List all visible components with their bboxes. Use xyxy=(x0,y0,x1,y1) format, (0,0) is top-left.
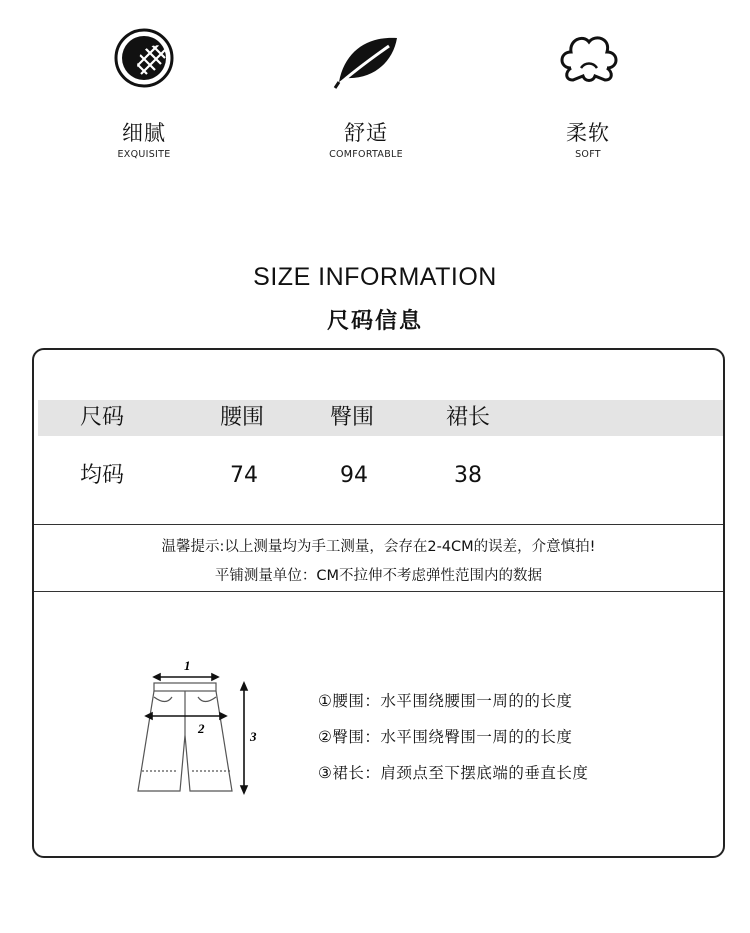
cell-waist: 74 xyxy=(230,463,258,488)
weave-circle-icon xyxy=(109,28,179,92)
feature-title-en: EXQUISITE xyxy=(117,149,171,160)
feature-title-cn: 柔软 xyxy=(566,121,610,145)
header-size: 尺码 xyxy=(80,405,125,430)
cell-hip: 94 xyxy=(340,463,368,488)
feature-exquisite xyxy=(74,28,214,160)
diagram-label-3: 3 xyxy=(250,729,257,744)
feature-title-en: SOFT xyxy=(575,149,601,160)
unit-text: 平铺测量单位：CM不拉伸不考虑弹性范围内的数据 xyxy=(214,568,543,584)
header-hip: 臀围 xyxy=(330,405,375,430)
feature-comfortable xyxy=(296,28,436,160)
legend-waist: ①腰围：水平围绕腰围一周的的长度 xyxy=(318,692,573,710)
divider xyxy=(34,591,723,592)
section-title-cn: 尺码信息 xyxy=(326,309,423,334)
legend-length: ③裙长：肩颈点至下摆底端的垂直长度 xyxy=(318,764,589,782)
size-card xyxy=(32,348,725,858)
feature-title-cn: 舒适 xyxy=(344,121,388,145)
leaf-icon xyxy=(331,28,401,92)
table-header-row xyxy=(38,400,723,436)
header-length: 裙长 xyxy=(446,405,491,430)
cell-length: 38 xyxy=(454,463,482,488)
feature-title-cn: 细腻 xyxy=(122,121,166,145)
cell-size: 均码 xyxy=(80,463,125,488)
table-row xyxy=(38,458,723,494)
feature-soft xyxy=(518,28,658,160)
diagram-label-2: 2 xyxy=(198,721,205,736)
header-waist: 腰围 xyxy=(220,405,265,430)
notice-text: 温馨提示:以上测量均为手工测量，会存在2-4CM的误差，介意慎拍! xyxy=(161,539,596,555)
diagram-label-1: 1 xyxy=(184,658,191,673)
section-title-en: SIZE INFORMATION xyxy=(253,263,497,291)
divider xyxy=(34,524,723,525)
legend-hip: ②臀围：水平围绕臀围一周的的长度 xyxy=(318,728,573,746)
feature-title-en: COMFORTABLE xyxy=(329,149,403,160)
shorts-measurement-diagram xyxy=(132,653,272,803)
cotton-cloud-icon xyxy=(553,28,623,92)
